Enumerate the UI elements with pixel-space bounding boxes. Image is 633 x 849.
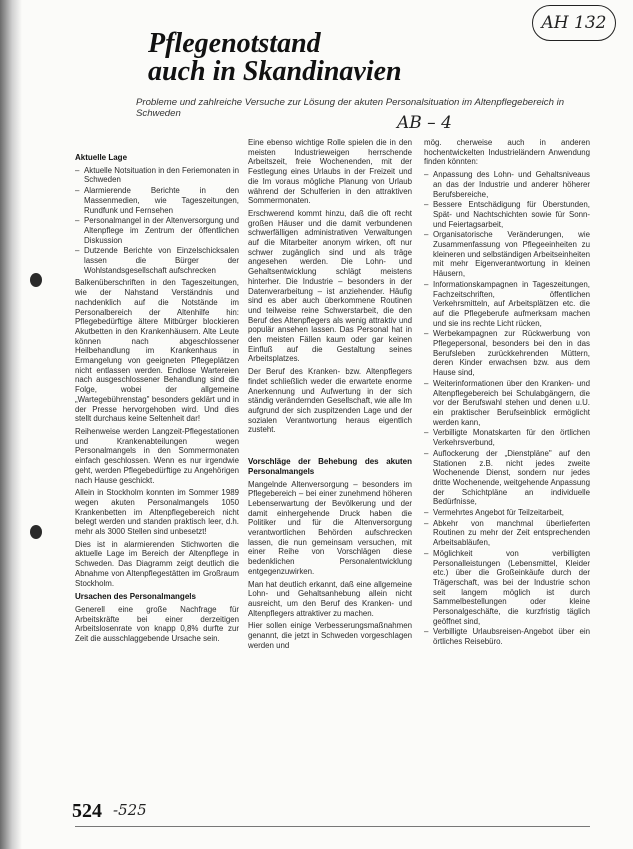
paragraph: Balkenüberschriften in den Tageszeitungen, wie der Nahstand Verständnis und nachdenklich auf die Notstände im Personalbereich der Altenhilfe hin: Pflegebedürftige ältere Mitbürger blockieren Akutbetten in den Krankenhäusern. Alte Leute können nach abgeschlossener Heilbehandlung im Krankenhaus in Ermangelung von geeigneten Pflegeplätzen nicht entlassen werden. Endlose Wartereien nach ausgeschlossener Behandlung sind die Folge, wobei der allgemeine „Wartegebührenstag" besonders geklärt und in der Presse hervorgehoben wird. Und dies stellt durchaus keine Seltenheit dar! (75, 278, 239, 424)
paragraph: Generell eine große Nachfrage für Arbeitskräfte bei einer derzeitigen Arbeitslosenrate von knapp 0,8% durfte zur Zeit die ausschlaggebende Ursache sein. (75, 604, 239, 644)
paragraph: Man hat deutlich erkannt, daß eine allgemeine Lohn- und Gehaltsanhebung allein nicht ausreicht, um den Beruf des Kranken- und Altenpflegers attraktiver zu machen. (248, 579, 412, 618)
text-column-2 (248, 138, 412, 828)
list-item: – Vermehrtes Angebot für Teilzeitarbeit, (433, 508, 590, 518)
handwritten-page-range: -525 (113, 801, 147, 819)
text-column-1 (75, 149, 239, 779)
list-item: – Dutzende Berichte von Einzelschicksalen lassen die Bürger der Wohlstandsgesellschaft aufschrecken (84, 246, 239, 275)
footer-rule (75, 826, 590, 827)
punch-hole-top (30, 273, 42, 287)
section-heading-proposals: Vorschläge der Behebung des akuten Personalmangels (248, 457, 412, 476)
paragraph: Eine ebenso wichtige Rolle spielen die in den meisten Industrieweigen herrschende Arbeitszeit, freie Wochenenden, mit der Festlegung eines Urlaubs in der Freizeit und die Im voraus mögliche Planung von Urlaub während der Schulferien in den attraktiven Sommermonaten. (248, 138, 412, 206)
paragraph: Reihenweise werden Langzeit-Pflegestationen und Krankenabteilungen wegen Personalmangels in den Sommermonaten einfach geschlossen. Wenn es nur irgendwie geht, werden Pflegebedürftige zu Angehörigen nach Hause geschickt. (75, 426, 239, 485)
list-item: – Personalmangel in der Altenversorgung und Altenpflege im Zentrum der öffentlichen Diskussion (84, 216, 239, 245)
article-title (148, 30, 488, 86)
title-line-2: auch in Skandinavien (148, 56, 402, 87)
section-heading-current-situation: Aktuelle Lage (75, 153, 128, 162)
list-item: – Weiterinformationen über den Kranken- und Altenpflegebereich bei Schulabgängern, die vor der Berufswahl stehen und denen u.U. ein praktischer Berufseinblick ermöglicht werden kann, (433, 379, 590, 428)
list-item: – Organisatorische Veränderungen, wie Zusammenfassung von Pflegeeinheiten zu kleineren und selbständigen Arbeitseinheiten mit mehr Eigenverantwortung in kleinen Häusern, (433, 230, 590, 279)
list-item: – Möglichkeit von verbilligten Personalleistungen (Lebensmittel, Kleider etc.) über die Großeinkäufe durch der Trägerschaft, was bei der Industrie schon seit langem möglich ist durch Sammelbestellungen oder kleine Personalgeschäfte, die kurzfristig täglich geöffnet sind, (433, 549, 590, 627)
page-binding-shadow (0, 0, 22, 849)
list-item: – Verbilligte Urlaubsreisen-Angebot über ein örtliches Reisebüro. (433, 627, 590, 646)
list-item: – Auflockerung der „Dienstpläne" auf den Stationen z.B. nicht jedes zweite Wochenende Dienst, sondern nur jedes dritte Wochenende, weitgehende Anpassung der Schichtpläne an individuelle Bedürfnisse, (433, 449, 590, 507)
bullet-list-measures (424, 170, 590, 647)
list-item: – Anpassung des Lohn- und Gehaltsniveaus an das der Industrie und anderer höherer Berufsbereiche, (433, 170, 590, 199)
handwritten-corner-note: AH 132 (532, 5, 616, 41)
punch-hole-bottom (30, 525, 42, 539)
bullet-list-situation (75, 166, 239, 276)
paragraph: Hier sollen einige Verbesserungsmaßnahmen genannt, die jetzt in Schweden vorgeschlagen werden und (248, 621, 412, 650)
handwritten-note: AB – 4 (397, 113, 452, 133)
paragraph: Allein in Stockholm konnten im Sommer 1989 wegen akuten Personalmangels 1050 Krankenbetten im Altenpflegebereich nicht belegt werden und standen praktisch leer, d.h. mehr als 3000 Stellen sind unbesetzt! (75, 488, 239, 537)
title-line-1: Pflegenotstand (148, 28, 321, 59)
list-item: – Aktuelle Notsituation in den Feriemonaten in Schweden (84, 166, 239, 185)
list-item: – Abkehr von manchmal überlieferten Routinen zu mehr der Zeit entsprechenden Arbeitsabläufen, (433, 519, 590, 548)
list-item: – Informationskampagnen in Tageszeitungen, Fachzeitschriften, öffentlichen Verkehrsmitteln, auf Arbeitsplätzen etc. die auf die Pflegeberufe aufmerksam machen und sie ins rechte Licht rücken, (433, 280, 590, 329)
paragraph: Dies ist in alarmierenden Stichworten die aktuelle Lage im Bereich der Altenpflege in Schweden. Das Diagramm zeigt deutlich die Abnahme von Altenpflegestätten im Großraum Stockholm. (75, 539, 239, 588)
section-heading-causes: Ursachen des Personalmangels (75, 592, 196, 602)
paragraph: mög. cherweise auch in anderen hochentwickelten Industrieländern Anwendung finden könnten: (424, 138, 590, 167)
list-item: – Verbilligte Monatskarten für den örtlichen Verkehrsverbund, (433, 428, 590, 447)
paragraph: Mangelnde Altenversorgung – besonders im Pflegebereich – bei einer zunehmend höheren Lebenserwartung der Bevölkerung und der damit einhergehende Druck haben die Politiker und für die Altenversorgung verantwortlichen Behörden aufschrecken lassen, die nun gemeinsam versuchen, mit einer Reihe von Vorschlägen diese bedenklichen Personalentwicklung entgegenzuwirken. (248, 479, 412, 576)
list-item: – Bessere Entschädigung für Überstunden, Spät- und Nachtschichten sowie für Sonn- und Feiertagsarbeit, (433, 200, 590, 229)
text-column-3 (424, 138, 590, 828)
article-subtitle: Probleme und zahlreiche Versuche zur Lösung der akuten Personalsituation im Altenpflegebereich in Schweden (136, 97, 565, 119)
paragraph: Erschwerend kommt hinzu, daß die oft recht großen Häuser und die damit verbundenen schwerfälligen administrativen Verwaltungen auf die Mitarbeiter anonym wirken, oft nur schwer zugänglich sind und als träge angesehen werden. Die Lohn- und Gehaltsentwicklung schlägt meistens hinterher. Die Industrie – besonders in der Datenverarbeitung – ist anziehender. Häufig sind es aber auch überkommene Routinen und teilweise reine Schwerstarbeit, die den Beruf des Altenpflegers als wenig attraktiv und populär ansehen lassen. Das Personal hat in den meisten Fällen kaum oder gar keinen Einfluß auf die Gestaltung seines Arbeitsplatzes. (248, 208, 412, 364)
list-item: – Alarmierende Berichte in den Massenmedien, wie Tageszeitungen, Rundfunk und Fernsehen (84, 186, 239, 215)
paragraph: Der Beruf des Kranken- bzw. Altenpflegers findet schließlich weder die erwartete enorme Anerkennung und Aufwertung in der sich ständig verändernden Gesellschaft, wie alle Im aufgrund der sich zuspitzenden Lage und der sozialen Verantwortung heraus eigentlich zusteht. (248, 367, 412, 435)
page-number: 524 (72, 800, 102, 822)
list-item: – Werbekampagnen zur Rückwerbung von Pflegepersonal, besonders bei den in das Berufsleben zurückkehrenden Müttern, deren Kinder erwachsen bzw. aus dem Hause sind, (433, 329, 590, 378)
